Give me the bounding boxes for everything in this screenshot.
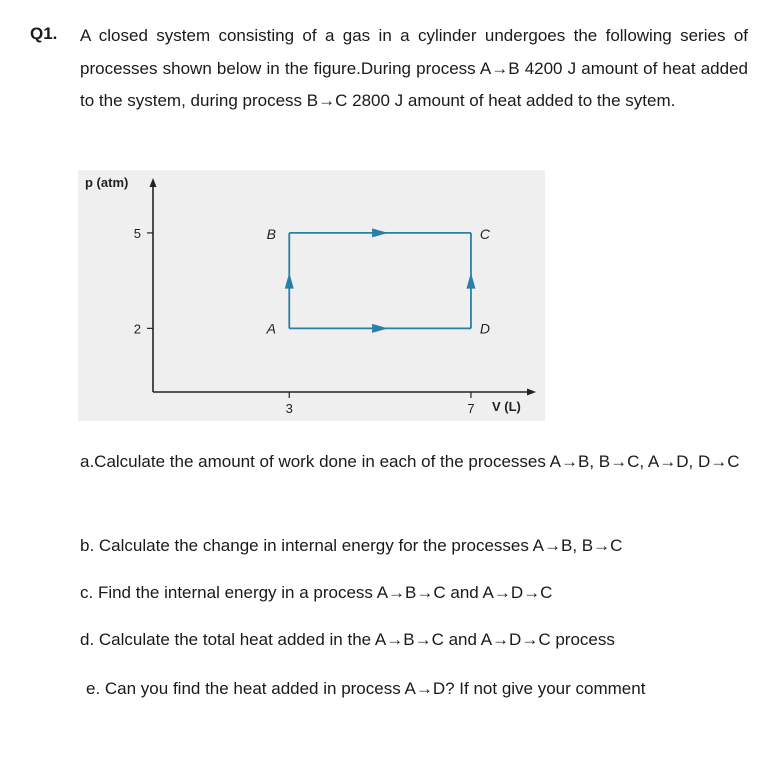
subquestion-a: a.Calculate the amount of work done in each of the processes A→B, B→C, A→D, D→C [80,452,740,471]
subquestion-b: b. Calculate the change in internal energy for the processes A→B, B→C [80,536,623,555]
x-tick-label-7: 7 [467,401,475,416]
process-arrow-a-d [372,324,388,333]
point-label-c: C [479,225,491,242]
y-tick-label-2: 2 [133,321,141,337]
x-tick-label-3: 3 [285,401,293,416]
process-arrow-a-b [285,273,294,289]
pv-diagram [78,170,545,421]
x-axis-arrowhead [527,389,536,396]
point-label-d: D [479,320,491,337]
y-axis-arrowhead [150,178,157,187]
subquestion-e: e. Can you find the heat added in process A→D? If not give your comment [86,679,646,698]
subquestion-c: c. Find the internal energy in a process A→B→C and A→D→C [80,583,553,602]
question-stem: A closed system consisting of a gas in a cylinder undergoes the following series of processes shown below in the figure.During process A→B 4200 J amount of heat added to the system, during process B→C 2800 J amount of heat added to the sytem. [80,26,748,110]
point-label-a: A [266,320,276,337]
question-number: Q1. [30,24,58,43]
y-axis-label: p (atm) [85,175,129,190]
y-tick-label-5: 5 [133,225,141,241]
point-label-b: B [266,225,276,242]
process-arrow-d-c [466,273,475,289]
process-arrow-b-c [372,228,388,237]
pv-diagram-svg [78,170,545,421]
x-axis-label: V (L) [492,399,521,414]
subquestion-d: d. Calculate the total heat added in the A→B→C and A→D→C process [80,630,615,649]
